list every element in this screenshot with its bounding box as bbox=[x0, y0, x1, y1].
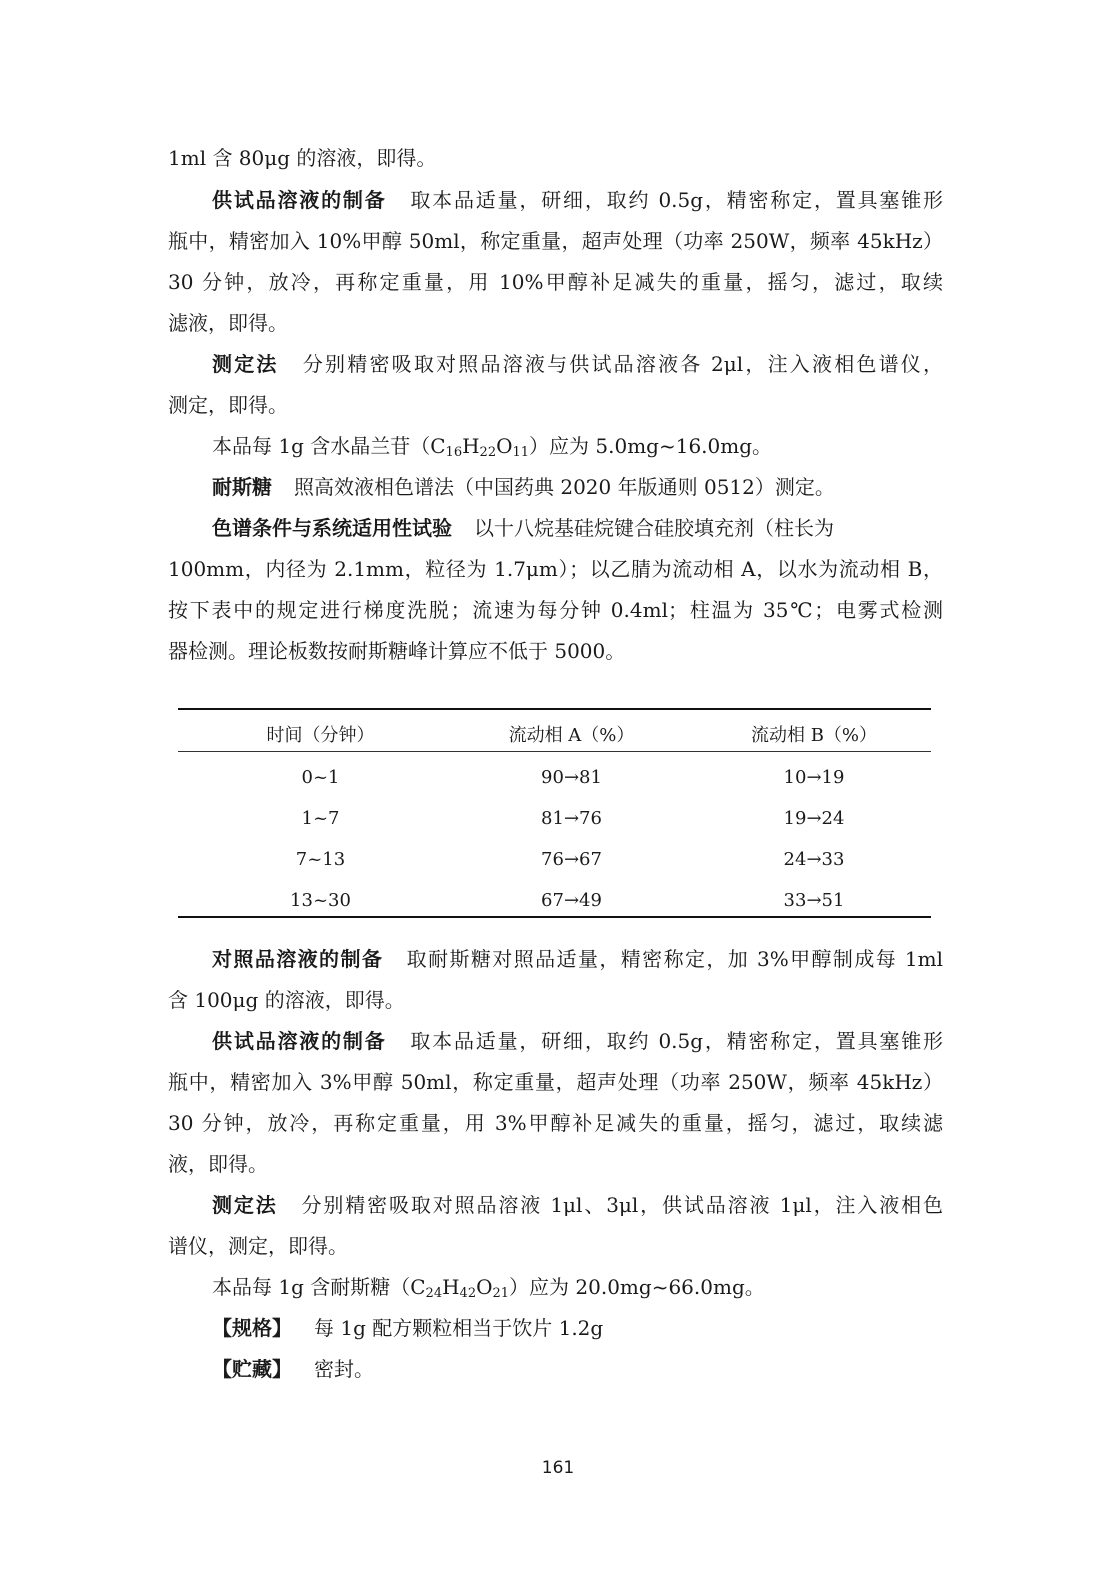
page-number: 161 bbox=[541, 1458, 575, 1478]
table-cell: 13~30 bbox=[290, 890, 351, 911]
text-line: 对照品溶液的制备 取耐斯糖对照品适量，精密称定，加 3%甲醇制成每 1ml bbox=[212, 947, 943, 971]
table-header-cell: 流动相 B（%） bbox=[750, 725, 878, 746]
text-line: 含 100μg 的溶液，即得。 bbox=[168, 988, 405, 1012]
text-line: 液，即得。 bbox=[168, 1152, 268, 1176]
section-heading: 耐斯糖 bbox=[212, 475, 272, 499]
text-line: 30 分钟，放冷，再称定重量，用 10%甲醇补足减失的重量，摇匀，滤过，取续 bbox=[168, 270, 943, 294]
table-cell: 19→24 bbox=[783, 808, 845, 829]
text-line: 本品每 1g 含水晶兰苷$(C_{16}H_{22}O_{11})$应为 5.0mg~16.0mg。 bbox=[212, 434, 773, 460]
text-line: 100mm，内径为 2.1mm，粒径为 1.7μm）；以乙腈为流动相 A，以水为流动相 B， bbox=[168, 557, 943, 581]
text-line: 耐斯糖 照高效液相色谱法（中国药典 2020 年版通则 0512）测定。 bbox=[212, 475, 835, 499]
text-line: 色谱条件与系统适用性试验 以十八烷基硅烷键合硅胶填充剂（柱长为 bbox=[212, 516, 834, 540]
table-cell: 76→67 bbox=[541, 849, 602, 870]
table-bottom-rule bbox=[178, 916, 931, 918]
text-line: 【规格】 每 1g 配方颗粒相当于饮片 1.2g bbox=[212, 1316, 604, 1340]
text-line: 瓶中，精密加入 10%甲醇 50ml，称定重量，超声处理（功率 250W，频率 45kHz） bbox=[168, 229, 943, 253]
table-header-cell: 时间（分钟） bbox=[266, 725, 375, 746]
section-heading: 色谱条件与系统适用性试验 bbox=[212, 516, 452, 540]
section-heading: 测定法 bbox=[212, 352, 279, 376]
section-heading: 对照品溶液的制备 bbox=[212, 947, 384, 971]
text-line: 按下表中的规定进行梯度洗脱；流速为每分钟 0.4ml；柱温为 35℃；电雾式检测 bbox=[168, 598, 943, 622]
text-line: 谱仪，测定，即得。 bbox=[168, 1234, 348, 1258]
section-heading: 供试品溶液的制备 bbox=[212, 1029, 387, 1053]
table-cell: 7~13 bbox=[295, 849, 346, 870]
table-cell: 33→51 bbox=[783, 890, 845, 911]
text-line: 供试品溶液的制备 取本品适量，研细，取约 0.5g，精密称定，置具塞锥形 bbox=[212, 188, 944, 212]
section-heading: 测定法 bbox=[212, 1193, 278, 1217]
text-line: 本品每 1g 含耐斯糖$(C_{24}H_{42}O_{21})$应为 20.0mg~66.0mg。 bbox=[212, 1275, 765, 1301]
table-cell: 67→49 bbox=[541, 890, 602, 911]
text-line: 瓶中，精密加入 3%甲醇 50ml，称定重量，超声处理（功率 250W，频率 45kHz） bbox=[168, 1070, 943, 1094]
text-line: 供试品溶液的制备 取本品适量，研细，取约 0.5g，精密称定，置具塞锥形 bbox=[212, 1029, 944, 1053]
table-cell: 10→19 bbox=[783, 767, 845, 788]
text-line: 30 分钟，放冷，再称定重量，用 3%甲醇补足减失的重量，摇匀，滤过，取续滤 bbox=[168, 1111, 943, 1135]
table-cell: 90→81 bbox=[541, 767, 602, 788]
table-cell: 81→76 bbox=[541, 808, 602, 829]
section-heading: 【贮藏】 bbox=[212, 1357, 292, 1381]
text-line: 器检测。理论板数按耐斯糖峰计算应不低于 5000。 bbox=[168, 639, 626, 663]
text-line: 测定法 分别精密吸取对照品溶液与供试品溶液各 2μl，注入液相色谱仪， bbox=[212, 352, 944, 376]
section-heading: 【规格】 bbox=[212, 1316, 292, 1340]
table-header-rule bbox=[178, 751, 931, 752]
table-cell: 0~1 bbox=[301, 767, 340, 788]
table-header-cell: 流动相 A（%） bbox=[508, 725, 635, 746]
section-heading: 供试品溶液的制备 bbox=[212, 188, 387, 212]
text-line: 1ml 含 80μg 的溶液，即得。 bbox=[168, 146, 437, 170]
text-line: 测定，即得。 bbox=[168, 393, 288, 417]
text-line: 测定法 分别精密吸取对照品溶液 1μl、3μl，供试品溶液 1μl，注入液相色 bbox=[212, 1193, 944, 1217]
text-line: 滤液，即得。 bbox=[168, 311, 288, 335]
table-top-rule bbox=[178, 708, 931, 710]
table-cell: 24→33 bbox=[783, 849, 845, 870]
text-line: 【贮藏】 密封。 bbox=[212, 1357, 374, 1381]
table-cell: 1~7 bbox=[301, 808, 340, 829]
